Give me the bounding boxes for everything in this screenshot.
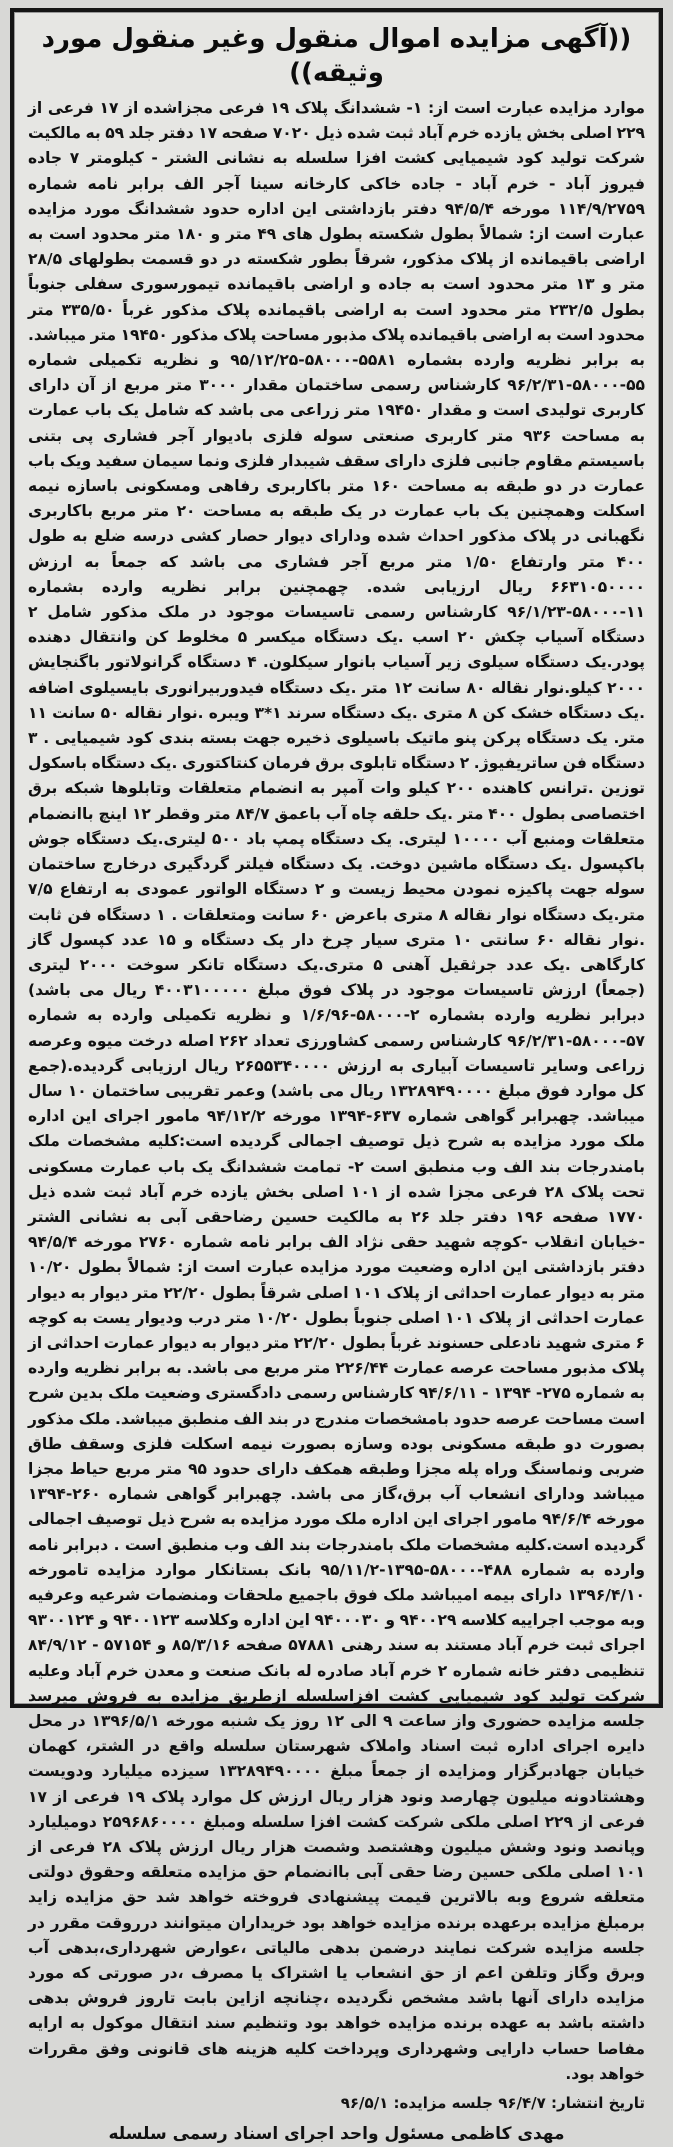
notice-title: ((آگهی مزایده اموال منقول وغیر منقول مورد وثیقه)) <box>41 24 632 88</box>
signature-line: مهدی کاظمی مسئول واحد اجرای اسناد رسمی سلسله <box>108 2124 565 2145</box>
notice-frame <box>10 8 663 2145</box>
notice-paragraph: موارد مزایده عبارت است از: ۱- ششدانگ پلاک ۱۹ فرعی مجزاشده از ۱۷ فرعی از ۲۲۹ اصلی بخش یازده خرم آباد ثبت شده ذیل ۷۰۲۰ صفحه ۱۷ دفتر جلد ۵۹ به مالکیت شرکت تولید کود شیمیایی کشت افزا سلسله به نشانی الشتر - کیلومتر ۷ جاده فیروز آباد - خرم آباد - جاده خاکی کارخانه سینا آجر الف برابر نامه شماره ۱۱۴/۹/۲۷۵۹ مورخه ۹۴/۵/۴ دفتر بازداشتی این اداره حدود ششدانگ مورد مزایده عبارت است از: شمالاً بطول شکسته بطول های ۴۹ متر و ۱۸۰ متر محدود است به اراضی باقیمانده از پلاک مذکور، شرقاً بطور شکسته در دو قسمت بطولهای ۲۸/۵ متر و ۱۳ متر محدود است به جاده و اراضی باقیمانده تیمورسوری سفلی جنوباً بطول ۲۳۲/۵ متر محدود است به اراضی باقیمانده پلاک مذکور غرباً ۳۳۵/۵۰ متر محدود است به اراضی باقیمانده پلاک مذبور مساحت پلاک مذکور ۱۹۴۵۰ متر میباشد. به برابر نظریه وارده بشماره ۵۵۸۱-۵۸۰۰۰-۹۵/۱۲/۲۵ و نظریه تکمیلی شماره ۵۵-۵۸۰۰۰-۹۶/۲/۳۱ کارشناس رسمی ساختمان مقدار ۳۰۰۰ متر مربع از آن دارای کاربری تولیدی است و مقدار ۱۹۴۵۰ متر زراعی می باشد که شامل یک باب عمارت به مساحت ۹۳۶ متر کاربری صنعتی سوله فلزی بادیوار آجر فشاری پی بتنی باسیستم مقاوم جانبی فلزی دارای سقف شیبدار فلزی ونما سیمان سفید ویک باب عمارت در دو طبقه به مساحت ۱۶۰ متر باکاربری رفاهی ومسکونی باسازه نیمه اسکلت وهمچنین یک باب عمارت در یک طبقه به مساحت ۲۰ متر مربع باکاربری نگهبانی در پلاک مذکور احداث شده ودارای دیوار حصار کشی درسه ضلع به طول ۴۰۰ متر وارتفاع ۱/۵۰ متر مربع آجر فشاری می باشد که جمعاً به ارزش ۶۶۳۱۰۵۰۰۰۰ ریال ارزیابی شده. چهمچنین برابر نظریه وارده بشماره ۱۱-۵۸۰۰۰-۹۶/۱/۲۳ کارشناس رسمی تاسیسات موجود در ملک مذکور شامل ۲ دستگاه آسیاب چکش ۲۰ اسب .یک دستگاه میکسر ۵ مخلوط کن وانتقال دهنده پودر.یک دستگاه سیلوی زیر آسیاب بانوار سیکلون. ۴ دستگاه گرانولاتور باگنجایش ۲۰۰۰ کیلو.نوار نقاله ۸۰ سانت ۱۲ متر .یک دستگاه فیدوربیرانوری بایسیلوی اضافه .یک دستگاه خشک کن ۸ متری .یک دستگاه سرند ۱*۳ ویبره .نوار نقاله ۵۰ سانت ۱۱ متر. یک دستگاه پرکن پنو ماتیک باسیلوی ذخیره جهت بسته بندی کود شیمیایی . ۳ دستگاه فن ساتریفیوژ. ۲ دستگاه تابلوی برق فرمان کنتاکتوری .یک دستگاه باسکول توزین .ترانس کاهنده ۲۰۰ کیلو وات آمپر به انضمام متعلقات وتابلوها شبکه برق اختصاصی بطول ۴۰۰ متر .یک حلقه چاه آب باعمق ۸۴/۷ متر وقطر ۱۲ اینچ باانضمام متعلقات ومنبع آب ۱۰۰۰۰ لیتری. یک دستگاه پمپ باد ۵۰۰ لیتری.یک دستگاه جوش باکپسول .یک دستگاه ماشین دوخت. یک دستگاه فیلتر گردگیری درخارج ساختمان سوله جهت پاکیزه نمودن محیط زیست و ۲ دستگاه الواتور عمودی به ارتفاع ۷/۵ متر.یک دستگاه نوار نقاله ۸ متری باعرض ۶۰ سانت ومتعلقات . ۱ دستگاه فن ثابت .نوار نقاله ۶۰ سانتی ۱۰ متری سیار چرخ دار یک دستگاه و ۱۵ عدد کپسول گاز کارگاهی .یک عدد جرثقیل آهنی ۵ متری.یک دستگاه تانکر سوخت ۲۰۰۰ لیتری (جمعاً) ارزش تاسیسات موجود در پلاک فوق مبلغ ۴۰۰۳۱۰۰۰۰۰ ریال می باشد) دبرابر نظریه وارده بشماره ۲-۵۸۰۰۰-۱/۶/۹۶ و نظریه تکمیلی وارده به شماره ۵۷-۵۸۰۰۰-۹۶/۲/۳۱ کارشناس رسمی کشاورزی تعداد ۲۶۲ اصله درخت میوه وعرصه زراعی وسایر تاسیسات آبیاری به ارزش ۲۶۵۵۳۴۰۰۰۰ ریال ارزیابی گردیده.(جمع کل موارد فوق مبلغ ۱۳۲۸۹۴۹۰۰۰۰ ریال می باشد) وعمر تقریبی ساختمان ۱۰ سال میباشد. چهبرابر گواهی شماره ۶۳۷-۱۳۹۴ مورخه ۹۴/۱۲/۲ مامور اجرای این اداره ملک مورد مزایده به شرح ذیل توصیف اجمالی گردیده است:کلیه مشخصات ملک بامندرجات بند الف وب منطبق است ۲- تمامت ششدانگ یک باب عمارت مسکونی تحت پلاک ۲۸ فرعی مجزا شده از ۱۰۱ اصلی بخش یازده خرم آباد ثبت شده ذیل ۱۷۷۰ صفحه ۱۹۶ دفتر جلد ۲۶ به مالکیت حسین رضاحقی آبی به نشانی الشتر -خیابان انقلاب -کوچه شهید حقی نژاد الف برابر نامه شماره ۲۷۶۰ مورخه ۹۴/۵/۴ دفتر بازداشتی این اداره وضعیت مورد مزایده عبارت است از: شمالاً بطول ۱۰/۲۰ متر به دیوار عمارت احداثی از پلاک ۱۰۱ اصلی شرقاً بطول ۲۲/۲۰ متر دیوار به دیوار عمارت احداثی از پلاک ۱۰۱ اصلی جنوباً بطول ۱۰/۲۰ متر درب ودیوار یست به کوچه ۶ متری شهید نادعلی حسنوند غرباً بطول ۲۲/۲۰ متر دیوار به دیوار عمارت احداثی از پلاک مذبور مساحت عرصه عمارت ۲۲۶/۴۴ متر مربع می باشد. به برابر نظریه وارده به شماره ۲۷۵- ۱۳۹۴ - ۹۴/۶/۱۱ کارشناس رسمی دادگستری وضعیت ملک بدین شرح است مساحت عرصه حدود بامشخصات مندرج در بند الف منطبق میباشد. ملک مذکور بصورت دو طبقه مسکونی بوده وسازه بصورت نیمه اسکلت فلزی وسقف طاق ضربی ونماسنگ وراه پله مجزا وطبقه همکف دارای حدود ۹۵ متر مربع حیاط مجزا میباشد ودارای انشعاب آب برق،گاز می باشد. چهبرابر گواهی شماره ۲۶۰-۱۳۹۴ مورخه ۹۴/۶/۴ مامور اجرای این اداره ملک مورد مزایده به شرح ذیل توصیف اجمالی گردیده است.کلیه مشخصات ملک بامندرجات بند الف وب منطبق است . دبرابر نامه وارده به شماره ۴۸۸-۵۸۰۰۰-۱۳۹۵-۹۵/۱۱/۲ بانک بستانکار موارد مزایده تامورخه ۱۳۹۶/۴/۱۰ دارای بیمه امیباشد ملک فوق باجمیع ملحقات ومنضمات شرعیه وعرفیه وبه موجب اجراییه کلاسه ۹۴۰۰۲۹ و ۹۴۰۰۰۳۰ این اداره وکلاسه ۹۴۰۰۱۲۳ و ۹۳۰۰۱۲۴ اجرای ثبت خرم آباد مستند به سند رهنی ۵۷۸۸۱ صفحه ۸۵/۳/۱۶ و ۵۷۱۵۴ - ۸۴/۹/۱۲ تنظیمی دفتر خانه شماره ۲ خرم آباد صادره له بانک صنعت و معدن خرم آباد وعلیه شرکت تولید کود شیمیایی کشت افزاسلسله ازطریق مزایده به فروش میرسد جلسه مزایده حضوری واز ساعت ۹ الی ۱۲ روز یک شنبه مورخه ۱۳۹۶/۵/۱ در محل دایره اجرای اداره ثبت اسناد واملاک شهرستان سلسله واقع در الشتر، کهمان خیابان جهادبرگزار ومزایده از جمعاً مبلغ ۱۳۲۸۹۴۹۰۰۰۰ سیزده میلیارد ودویست وهشتادونه میلیون چهارصد ونود هزار ریال ارزش کل موارد پلاک ۱۹ فرعی از ۱۷ فرعی از ۲۲۹ اصلی ملکی شرکت کشت افزا سلسله ومبلغ ۲۵۹۶۸۶۰۰۰۰ دومیلیارد وپانصد ونود وشش میلیون وهشتصد وشصت هزار ریال ارزش پلاک ۲۸ فرعی از ۱۰۱ اصلی ملکی حسین رضا حقی آبی باانضمام حق مزایده متعلقه وحقوق دولتی متعلقه شروع وبه بالاترین قیمت پیشنهادی فروخته خواهد شد حق مزایده زاید برمبلغ مزایده برعهده برنده مزایده خواهد بود خریداران میتوانند درروقت مقرر در جلسه مزایده شرکت نمایند درضمن بدهی مالیاتی ،عوارض شهرداری،بدهی آب وبرق وگاز وتلفن اعم از حق انشعاب یا اشتراک یا مصرف ،در صورتی که مورد مزایده دارای آنها باشد مشخص نگردیده ،چنانچه ازاین بابت تاروز فروش بدهی داشته باشد به عهده برنده مزایده خواهد بود وتنظیم سند انتقال موکول به ارایه مفاصا حساب دارایی وشهرداری وپرداخت کلیه هزینه های قانونی وفق مقررات خواهد بود. <box>28 99 646 2083</box>
notice-body <box>28 96 645 2087</box>
publication-date: تاریخ انتشار: ۹۶/۴/۷ جلسه مزایده: ۹۶/۵/۱ <box>340 2094 645 2113</box>
